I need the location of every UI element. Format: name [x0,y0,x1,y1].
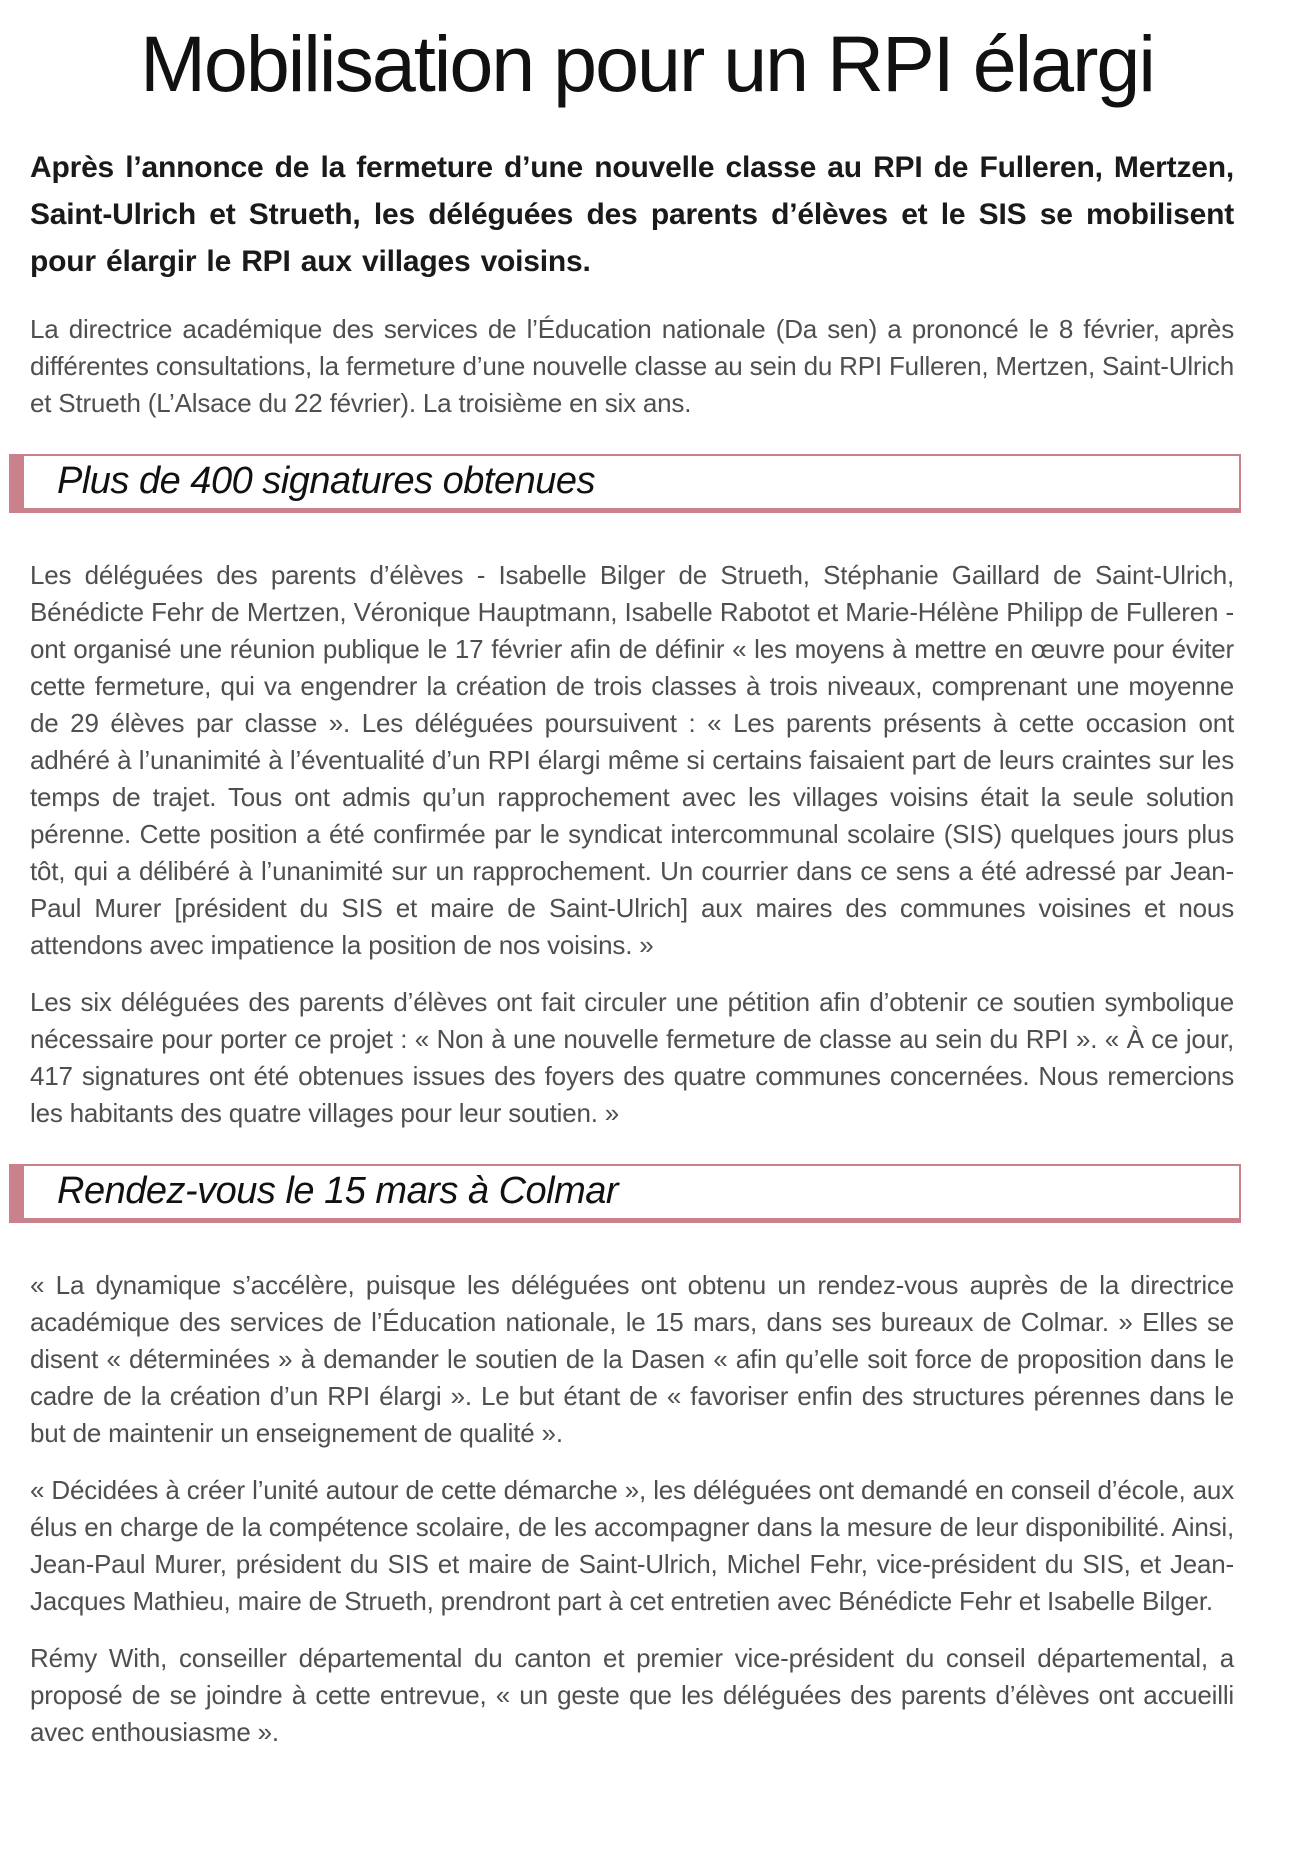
body-paragraph: Les six déléguées des parents d’élèves ont fait circuler une pétition afin d’obtenir ce soutien symbolique nécessaire pour porter ce projet : « Non à une nouvelle fermeture de classe au sein du RPI ». « À ce jour, 417 signatures ont été obtenues issues des foyers des quatre communes concernées. Nous remercions les habitants des quatre villages pour leur soutien. » [30,987,1234,1128]
section-heading-rendez-vous [9,1164,1241,1223]
lead-paragraph: Après l’annonce de la fermeture d’une nouvelle classe au RPI de Fulleren, Mertzen, Saint-Ulrich et Strueth, les déléguées des parents d’élèves et le SIS se mobilisent pour élargir le RPI aux villages voisins. [30,151,1234,278]
section-heading-rendez-vous-label: Rendez-vous le 15 mars à Colmar [57,1170,619,1212]
body-paragraph: « Décidées à créer l’unité autour de cette démarche », les déléguées ont demandé en conseil d’école, aux élus en charge de la compétence scolaire, de les accompagner dans la mesure de leur disponibilité. Ainsi, Jean-Paul Murer, président du SIS et maire de Saint-Ulrich, Michel Fehr, vice-président du SIS, et Jean-Jacques Mathieu, maire de Strueth, prendront part à cet entretien avec Bénédicte Fehr et Isabelle Bilger. [30,1475,1234,1616]
intro-paragraph: La directrice académique des services de l’Éducation nationale (Da sen) a prononcé le 8 février, après différentes consultations, la fermeture d’une nouvelle classe au sein du RPI Fulleren, Mertzen, Saint-Ulrich et Strueth (L’Alsace du 22 février). La troisième en six ans. [30,314,1234,418]
section-heading-signatures-label: Plus de 400 signatures obtenues [57,460,596,502]
section-heading-signatures [9,454,1241,513]
article-title: Mobilisation pour un RPI élargi [140,19,1154,108]
body-paragraph: Rémy With, conseiller départemental du canton et premier vice-président du conseil départemental, a proposé de se joindre à cette entrevue, « un geste que les déléguées des parents d’élèves ont accueilli avec enthousiasme ». [30,1643,1234,1747]
body-paragraph: Les déléguées des parents d’élèves - Isabelle Bilger de Strueth, Stéphanie Gaillard de Saint-Ulrich, Bénédicte Fehr de Mertzen, Véronique Hauptmann, Isabelle Rabotot et Marie-Hélène Philipp de Fulleren - ont organisé une réunion publique le 17 février afin de définir « les moyens à mettre en œuvre pour éviter cette fermeture, qui va engendrer la création de trois classes à trois niveaux, comprenant une moyenne de 29 élèves par classe ». Les déléguées poursuivent : « Les parents présents à cette occasion ont adhéré à l’unanimité à l’éventualité d’un RPI élargi même si certains faisaient part de leurs craintes sur les temps de trajet. Tous ont admis qu’un rapprochement avec les villages voisins était la seule solution pérenne. Cette position a été confirmée par le syndicat intercommunal scolaire (SIS) quelques jours plus tôt, qui a délibéré à l’unanimité sur un rapprochement. Un courrier dans ce sens a été adressé par Jean-Paul Murer [président du SIS et maire de Saint-Ulrich] aux maires des communes voisines et nous attendons avec impatience la position de nos voisins. » [30,560,1234,960]
body-paragraph: « La dynamique s’accélère, puisque les déléguées ont obtenu un rendez-vous auprès de la directrice académique des services de l’Éducation nationale, le 15 mars, dans ses bureaux de Colmar. » Elles se disent « déterminées » à demander le soutien de la Dasen « afin qu’elle soit force de proposition dans le cadre de la création d’un RPI élargi ». Le but étant de « favoriser enfin des structures pérennes dans le but de maintenir un enseignement de qualité ». [30,1270,1234,1448]
